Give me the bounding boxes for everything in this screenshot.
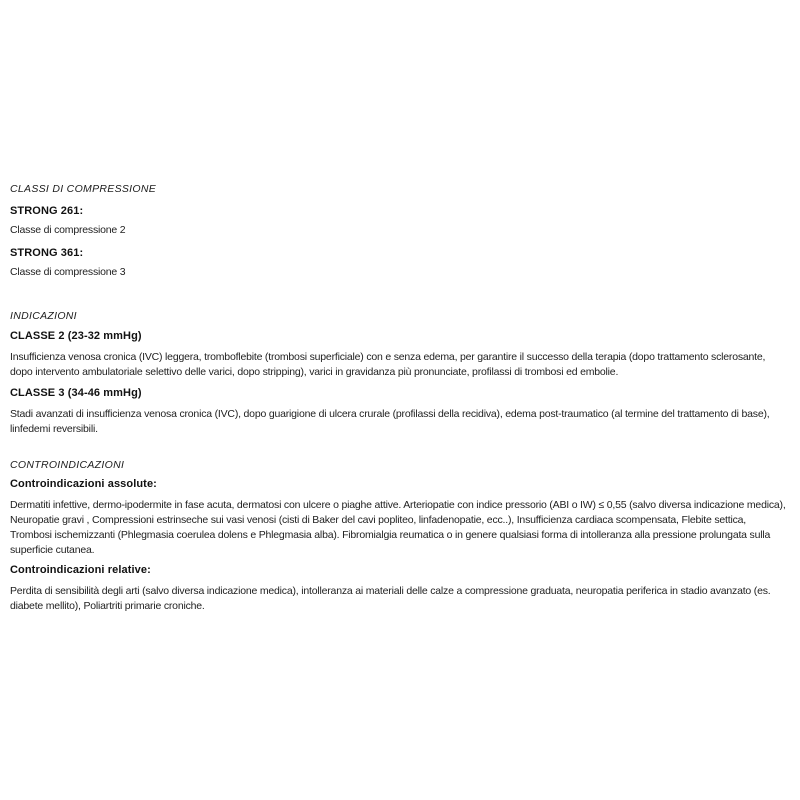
entry-text-strong-361: Classe di compressione 3 — [10, 266, 126, 278]
entry-controindicazioni-assolute — [10, 478, 790, 558]
entry-label-controindicazioni-assolute: Controindicazioni assolute: — [10, 478, 157, 490]
section-heading-indicazioni: INDICAZIONI — [10, 310, 77, 322]
section-heading-controindicazioni: CONTROINDICAZIONI — [10, 459, 125, 471]
entry-classe-3 — [10, 387, 790, 437]
section-classi-di-compressione — [10, 183, 790, 280]
entry-text-classe-2: Insufficienza venosa cronica (IVC) leggera, tromboflebite (trombosi superficiale) con e senza edema, per garantire il successo della terapia (dopo trattamento sclerosante, dopo intervento ambulatoriale selettivo delle varici, dopo stripping), varici in gravidanza più pronunciate, profilassi di trombosi ed embolie. — [10, 351, 766, 378]
entry-label-classe-3: CLASSE 3 (34-46 mmHg) — [10, 387, 142, 399]
entry-text-controindicazioni-relative: Perdita di sensibilità degli arti (salvo diversa indicazione medica), intolleranza ai materiali delle calze a compressione graduata, neuropatia periferica in stadio avanzato (es. diabete mellito), Poliartriti primarie croniche. — [10, 585, 771, 612]
entry-label-strong-261: STRONG 261: — [10, 205, 84, 217]
entry-text-controindicazioni-assolute: Dermatiti infettive, dermo-ipodermite in fase acuta, dermatosi con ulcere o piaghe attive. Arteriopatie con indice pressorio (ABI o IW) ≤ 0,55 (salvo diversa indicazione medica), Neuropatie gravi , Compressioni estrinseche sui vasi venosi (cisti di Baker del cavi popliteo, linfadenopatie, ecc..), Insufficienza cardiaca scompensata, Flebite settica, Trombosi ischemizzanti (Phlegmasia coerulea dolens e Phlegmasia alba). Fibromialgia reumatica o in genere qualsiasi forma di intolleranza alla pressione prolungata sulla superficie cutanea. — [10, 499, 786, 556]
document-page — [10, 183, 790, 614]
section-controindicazioni — [10, 459, 790, 614]
entry-label-classe-2: CLASSE 2 (23-32 mmHg) — [10, 330, 142, 342]
entry-text-classe-3: Stadi avanzati di insufficienza venosa cronica (IVC), dopo guarigione di ulcera crurale (profilassi della recidiva), edema post-traumatico (al termine del trattamento di base), linfedemi reversibili. — [10, 408, 770, 435]
entry-label-strong-361: STRONG 361: — [10, 247, 84, 259]
entry-label-controindicazioni-relative: Controindicazioni relative: — [10, 564, 151, 576]
section-indicazioni — [10, 310, 790, 437]
entry-strong-361 — [10, 247, 790, 280]
entry-controindicazioni-relative — [10, 564, 790, 614]
entry-text-strong-261: Classe di compressione 2 — [10, 224, 126, 236]
section-heading-classi-di-compressione: CLASSI DI COMPRESSIONE — [10, 183, 157, 195]
entry-strong-261 — [10, 205, 790, 238]
entry-classe-2 — [10, 330, 790, 380]
